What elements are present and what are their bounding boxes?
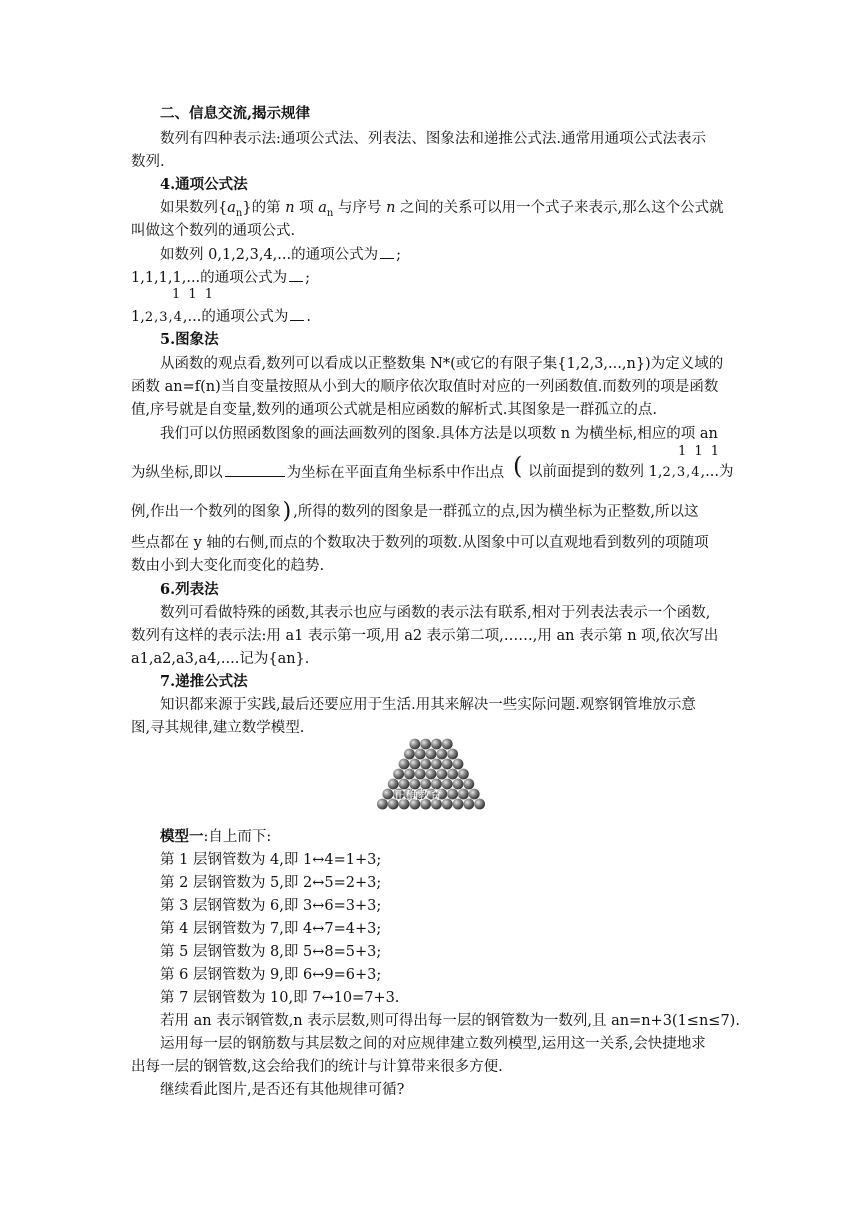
steel-pipe xyxy=(436,769,447,780)
text-run: n xyxy=(326,207,334,219)
steel-pipe xyxy=(415,749,426,760)
sub4-paragraph-line-1 xyxy=(160,198,724,224)
fraction-denominators: 2,3,4 xyxy=(144,310,183,325)
sub4-heading xyxy=(160,175,248,195)
sub5-line-3: 值,序号就是自变量,数列的通项公式就是相应函数的解析式.其图象是一群孤立的点. xyxy=(131,402,657,418)
text-run: 如数列 0,1,2,3,4,...的通项公式为 xyxy=(160,247,379,263)
text-run: 1,1,1,1,...的通项公式为 xyxy=(131,270,288,286)
fraction-numerators: 1 1 1 xyxy=(678,444,722,459)
text-run: ; xyxy=(305,270,311,286)
sub4-example-3 xyxy=(131,306,311,328)
steel-pipe xyxy=(474,799,485,810)
sub5-number: 5 xyxy=(160,331,171,348)
sub4-paragraph-line-2: 叫做这个数列的通项公式. xyxy=(131,223,296,239)
steel-pipe xyxy=(463,779,474,790)
steel-pipe xyxy=(420,759,431,770)
steel-pipe xyxy=(409,759,420,770)
sub6-number: 6 xyxy=(160,581,171,598)
sub5-line-7: 些点都在 y 轴的右侧,而点的个数取决于数列的项数.从图象中可以直观地看到数列的项随项 xyxy=(131,535,709,551)
text-run: 项 xyxy=(294,200,319,216)
left-paren: ( xyxy=(513,452,523,480)
answer-blank[interactable] xyxy=(289,267,303,282)
steel-pipe xyxy=(409,739,420,750)
model-apply-line-1: 运用每一层的钢筋数与其层数之间的对应规律建立数列模型,运用这一关系,会快捷地求 xyxy=(160,1036,706,1052)
answer-blank[interactable] xyxy=(290,306,304,321)
model-continue: 继续看此图片,是否还有其他规律可循? xyxy=(160,1082,405,1098)
steel-pipe xyxy=(377,799,388,810)
steel-pipe xyxy=(436,749,447,760)
answer-blank[interactable] xyxy=(380,244,394,259)
steel-pipe xyxy=(404,749,415,760)
text-run: 以前面提到的数列 1, xyxy=(528,464,663,480)
steel-pipe xyxy=(442,779,453,790)
layer-line: 第 6 层钢管数为 9,即 6↔9=6+3; xyxy=(160,967,382,983)
sub5-line-2: 函数 an=f(n)当自变量按照从小到大的顺序依次取值时对应的一列函数值.而数列的项是函数 xyxy=(131,379,719,395)
sub4-example-2 xyxy=(131,267,310,288)
text-run: ,...的通项公式为 xyxy=(182,309,289,325)
steel-pipe xyxy=(420,739,431,750)
sub7-line-1: 知识都来源于实践,最后还要应用于生活.用其来解决一些实际问题.观察钢管堆放示意 xyxy=(160,697,696,713)
sub4-number: 4 xyxy=(160,176,171,193)
intro-line-2: 数列. xyxy=(131,154,165,170)
steel-pipe xyxy=(458,769,469,780)
steel-pipe xyxy=(463,799,474,810)
model-conclusion: 若用 an 表示钢管数,n 表示层数,则可得出每一层的钢管数为一数列,且 an=n+3(1≤n≤7). xyxy=(160,1013,740,1029)
steel-pipe xyxy=(399,759,410,770)
text-run: 1, xyxy=(131,309,145,325)
steel-pipe xyxy=(453,779,464,790)
steel-pipe xyxy=(447,749,458,760)
text-run: a xyxy=(227,200,236,216)
text-run: n xyxy=(235,207,243,219)
sub7-heading xyxy=(160,672,248,692)
steel-pipe xyxy=(453,799,464,810)
sub7-title: .递推公式法 xyxy=(170,673,248,690)
sub5-title: .图象法 xyxy=(170,331,219,348)
right-paren: ) xyxy=(282,499,292,524)
sub5-line-4: 我们可以仿照函数图象的画法画数列的图象.具体方法是以项数 n 为横坐标,相应的项 an xyxy=(160,426,718,442)
text-run: 如果数列{ xyxy=(160,200,228,216)
text-run: :自上而下: xyxy=(203,829,272,845)
text-run: ; xyxy=(396,247,401,263)
layer-line: 第 2 层钢管数为 5,即 2↔5=2+3; xyxy=(160,875,382,891)
steel-pipe xyxy=(431,739,442,750)
sub5-line-8: 数由小到大变化而变化的趋势. xyxy=(131,558,325,574)
steel-pipe xyxy=(447,789,458,800)
steel-pipe xyxy=(458,789,469,800)
steel-pipe xyxy=(447,769,458,780)
text-run: ,...为 xyxy=(700,464,734,480)
steel-pipe xyxy=(431,759,442,770)
steel-pipe xyxy=(442,759,453,770)
text-run: 为纵坐标,即以 xyxy=(131,465,223,481)
sub7-line-2: 图,寻其规律,建立数学模型. xyxy=(131,720,305,736)
sub5-line-5 xyxy=(131,462,504,483)
steel-pipe xyxy=(426,749,437,760)
fraction-numerators: 1 1 1 xyxy=(172,287,216,302)
sub5-line-1: 从函数的观点看,数列可以看成以正整数集 N*(或它的有限子集{1,2,3,...,n})为定义域的 xyxy=(160,356,724,372)
steel-pipe xyxy=(469,789,480,800)
steel-pipe xyxy=(453,759,464,770)
model-apply-line-2: 出每一层的钢管数,这会给我们的统计与计算带来很多方便. xyxy=(131,1059,503,1075)
steel-pipe xyxy=(415,769,426,780)
text-run: 例,作出一个数列的图象 xyxy=(131,504,281,520)
steel-pipe xyxy=(393,769,404,780)
intro-line-1: 数列有四种表示法:通项公式法、列表法、图象法和递推公式法.通常用通项公式法表示 xyxy=(160,131,706,147)
text-run: }的第 xyxy=(242,200,286,216)
sub5-line-5-continued xyxy=(528,462,733,483)
sub4-title: .通项公式法 xyxy=(170,176,248,193)
text-run: . xyxy=(306,309,311,325)
text-run: n xyxy=(386,200,396,216)
section-heading: 二、信息交流,揭示规律 xyxy=(160,105,311,122)
sub6-line-2: 数列有这样的表示法:用 a1 表示第一项,用 a2 表示第二项,……,用 an 表示第 n 项,依次写出 xyxy=(131,628,719,644)
text-run: n xyxy=(285,200,295,216)
sub6-line-1: 数列可看做特殊的函数,其表示也应与函数的表示法有联系,相对于列表法表示一个函数, xyxy=(160,605,711,621)
text-run: 之间的关系可以用一个式子来表示,那么这个公式就 xyxy=(395,200,724,216)
steel-pipe xyxy=(442,799,453,810)
layer-line: 第 7 层钢管数为 10,即 7↔10=7+3. xyxy=(160,990,400,1006)
model-heading xyxy=(160,827,271,847)
steel-pipe xyxy=(442,739,453,750)
layer-line: 第 4 层钢管数为 7,即 4↔7=4+3; xyxy=(160,921,382,937)
steel-pipe xyxy=(382,789,393,800)
layer-line: 第 1 层钢管数为 4,即 1↔4=1+3; xyxy=(160,852,382,868)
sub6-heading xyxy=(160,580,219,600)
text-run: 模型一 xyxy=(160,828,204,845)
layer-line: 第 3 层钢管数为 6,即 3↔6=3+3; xyxy=(160,898,382,914)
text-run: 为坐标在平面直角坐标系中作出点 xyxy=(286,465,505,481)
sub6-title: .列表法 xyxy=(170,581,219,598)
sub4-example-1 xyxy=(160,244,401,265)
sub6-line-3: a1,a2,a3,a4,....记为{an}. xyxy=(131,651,310,667)
sub7-number: 7 xyxy=(160,673,171,690)
steel-pipe xyxy=(404,769,415,780)
sub5-heading xyxy=(160,330,219,350)
sub5-line-6 xyxy=(131,499,699,524)
text-run: a xyxy=(318,200,327,216)
fraction-denominators: 2,3,4 xyxy=(662,465,701,480)
text-run: 与序号 xyxy=(333,200,387,216)
steel-pipe xyxy=(426,769,437,780)
figure-watermark: 正确教育 xyxy=(394,788,443,802)
steel-pipe-stack-figure xyxy=(374,738,488,818)
answer-blank[interactable] xyxy=(225,462,285,477)
layer-line: 第 5 层钢管数为 8,即 5↔8=5+3; xyxy=(160,944,382,960)
text-run: ,所得的数列的图象是一群孤立的点,因为横坐标为正整数,所以这 xyxy=(293,504,699,520)
